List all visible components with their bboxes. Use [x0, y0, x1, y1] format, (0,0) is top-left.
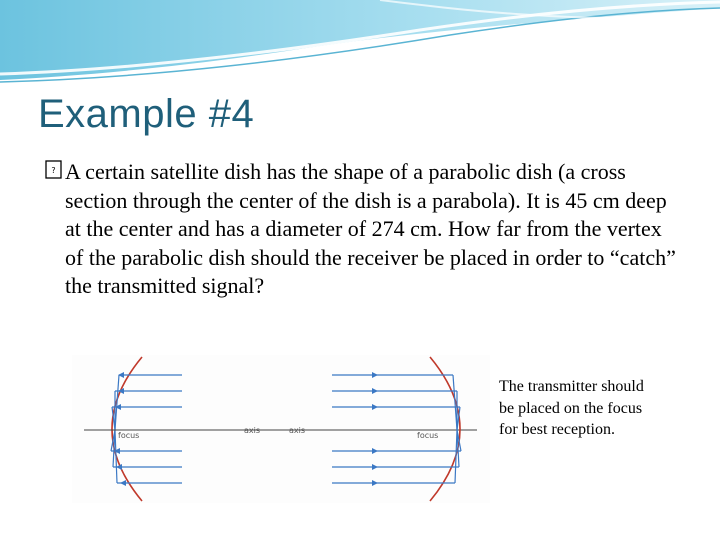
slide-title: Example #4: [38, 92, 255, 136]
header-wave-decoration: [0, 0, 720, 85]
problem-statement: [44, 158, 684, 301]
missing-glyph-icon: [44, 158, 64, 180]
right-axis-label: axis: [288, 426, 306, 435]
right-focus-label: focus: [417, 431, 439, 440]
svg-text:?: ?: [51, 166, 56, 175]
problem-text: A certain satellite dish has the shape of a parabolic dish (a cross section through the center of the dish is a parabola). It is 45 cm deep at the center and has a diameter of 274 cm. How far from the vertex of the parabolic dish should the receiver be placed in order to “catch” the transmitted signal?: [65, 159, 676, 298]
diagram-caption: The transmitter should be placed on the focus for best reception.: [499, 378, 644, 438]
left-focus-label: focus: [118, 431, 140, 440]
left-axis-label: axis: [243, 426, 261, 435]
parabola-reflection-diagram: [72, 355, 490, 503]
